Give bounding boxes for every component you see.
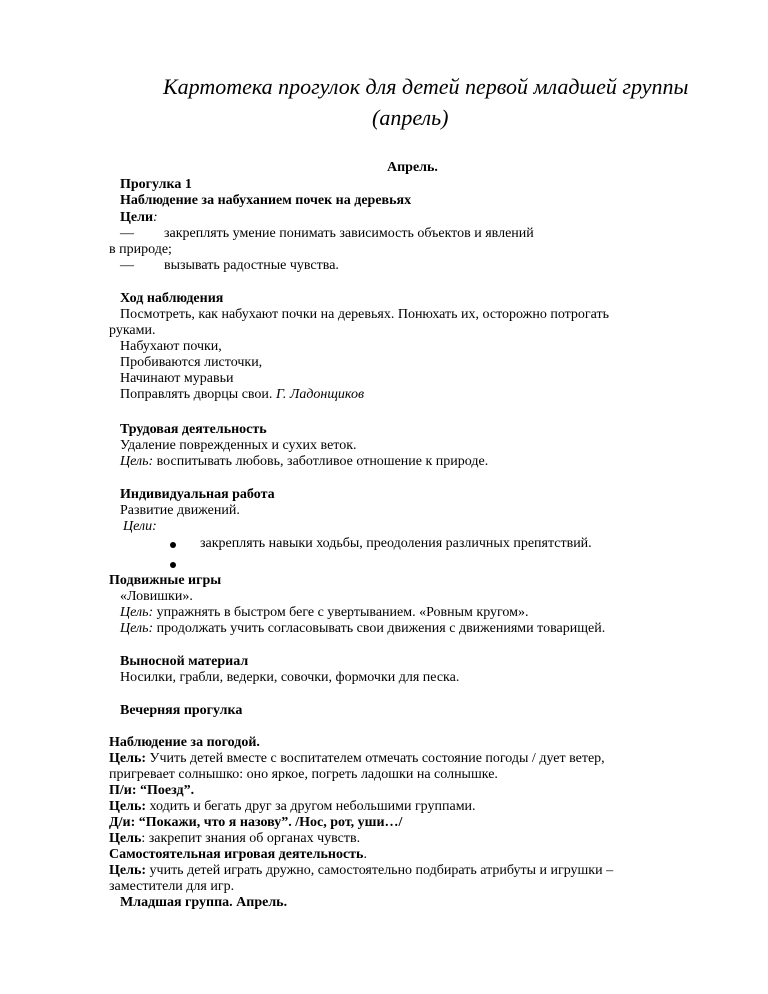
material-text: Носилки, грабли, ведерки, совочки, формочки для песка. — [120, 670, 460, 685]
bullet-2-empty — [170, 562, 176, 568]
evening-goal-1-label: Цель: — [109, 751, 147, 766]
evening-goal-3-text: : закрепит знания об органах чувств. — [141, 831, 361, 846]
goal-dash-1: — — [120, 226, 134, 241]
games-goal-1-text: упражнять в быстром беге с увертыванием. «Ровным кругом». — [156, 605, 529, 620]
games-goal-2-text: продолжать учить согласовывать свои движения с движениями товарищей. — [156, 621, 606, 636]
labor-heading: Трудовая деятельность — [120, 422, 267, 437]
material-heading: Выносной материал — [120, 654, 249, 669]
bullet-1 — [170, 542, 176, 548]
course-text-line-1: Посмотреть, как набухают почки на деревьях. Понюхать их, осторожно потрогать — [120, 307, 610, 322]
evening-goal-4-label: Цель: — [109, 863, 147, 878]
evening-goal-3 — [109, 831, 360, 847]
observation-title: Наблюдение за набуханием почек на деревьях — [120, 193, 412, 208]
evening-goal-4-continuation: заместители для игр. — [109, 879, 235, 894]
individual-heading: Индивидуальная работа — [120, 487, 275, 502]
goals-colon: : — [153, 210, 158, 225]
individual-goal-bullet-1: закреплять навыки ходьбы, преодоления различных препятствий. — [200, 536, 592, 551]
goals-line — [120, 210, 158, 226]
individual-text: Развитие движений. — [120, 503, 240, 518]
outdoor-game-label: П/и: “Поезд”. — [109, 783, 195, 798]
evening-heading: Вечерняя прогулка — [120, 703, 243, 718]
evening-goal-1-continuation: пригревает солнышко: оно яркое, погреть ладошки на солнышке. — [109, 767, 498, 782]
independent-activity-dot: . — [363, 847, 367, 862]
poem-line-4-text: Поправлять дворцы свои. — [120, 387, 273, 402]
evening-goal-2 — [109, 799, 476, 815]
independent-activity-label: Самостоятельная игровая деятельность — [109, 847, 364, 862]
evening-goal-3-label: Цель — [109, 831, 142, 846]
evening-observation: Наблюдение за погодой. — [109, 735, 260, 750]
poem-author: Г. Ладонщиков — [275, 387, 365, 402]
goal-dash-2: — — [120, 258, 134, 273]
document-title-line-1: Картотека прогулок для детей первой младшей группы — [163, 74, 689, 99]
goals-label: Цели — [120, 210, 154, 225]
poem-line-3: Начинают муравьи — [120, 371, 234, 386]
evening-goal-1 — [109, 751, 605, 767]
evening-goal-2-label: Цель: — [109, 799, 147, 814]
evening-goal-1-text: Учить детей вместе с воспитателем отмечать состояние погоды / дует ветер, — [149, 751, 605, 766]
labor-goal — [120, 454, 488, 470]
course-heading: Ход наблюдения — [120, 291, 224, 306]
games-goal-1-label: Цель: — [120, 605, 154, 620]
course-text-line-2: руками. — [109, 323, 156, 338]
goal-1-text: закреплять умение понимать зависимость объектов и явлений — [164, 226, 534, 241]
poem-line-4 — [120, 387, 364, 403]
didactic-game — [109, 815, 402, 831]
poem-line-2: Пробиваются листочки, — [120, 355, 263, 370]
independent-activity — [109, 847, 367, 863]
walk-number: Прогулка 1 — [120, 177, 192, 192]
evening-goal-4 — [109, 863, 613, 879]
goal-1-continuation: в природе; — [109, 242, 172, 257]
didactic-game-title: Покажи, что я назову”. /Нос, рот, уши…/ — [145, 815, 403, 830]
goal-2-text: вызывать радостные чувства. — [164, 258, 339, 273]
games-heading: Подвижные игры — [109, 573, 222, 588]
poem-line-1: Набухают почки, — [120, 339, 222, 354]
didactic-game-prefix: Д/и: “ — [109, 815, 146, 830]
evening-goal-4-text: учить детей играть дружно, самостоятельно подбирать атрибуты и игрушки – — [149, 863, 614, 878]
individual-goals-label: Цели: — [123, 519, 157, 534]
game-1: «Ловишки». — [120, 589, 193, 604]
games-goal-1 — [120, 605, 529, 621]
labor-goal-label: Цель: — [120, 454, 154, 469]
labor-goal-text: воспитывать любовь, заботливое отношение к природе. — [156, 454, 489, 469]
games-goal-2-label: Цель: — [120, 621, 154, 636]
month-heading: Апрель. — [387, 160, 438, 175]
evening-goal-2-text: ходить и бегать друг за другом небольшими группами. — [149, 799, 476, 814]
labor-text: Удаление поврежденных и сухих веток. — [120, 438, 357, 453]
footer-heading: Младшая группа. Апрель. — [120, 895, 288, 910]
document-title-line-2: (апрель) — [372, 105, 449, 130]
games-goal-2 — [120, 621, 605, 637]
